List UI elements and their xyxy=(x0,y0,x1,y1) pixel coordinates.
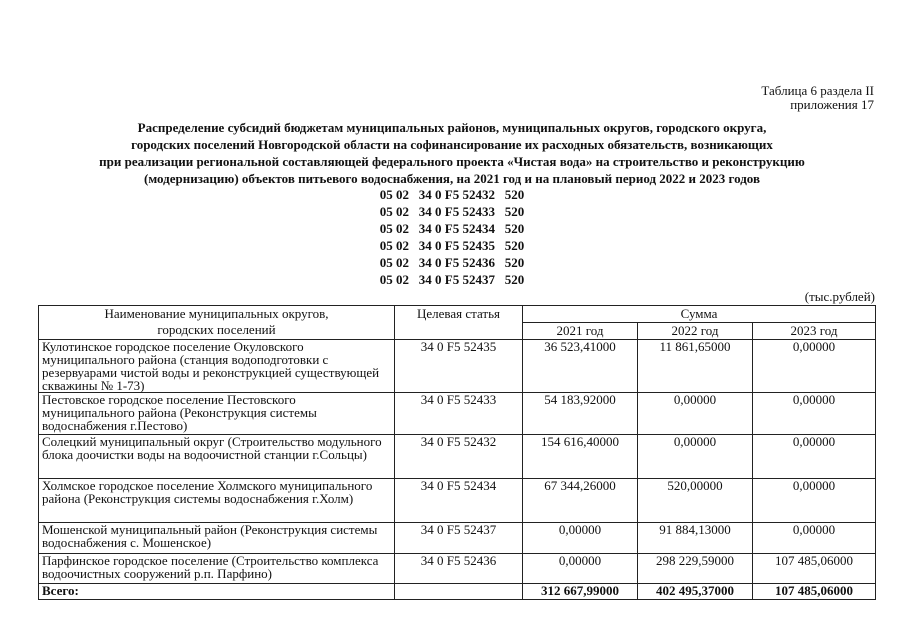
units-label: (тыс.рублей) xyxy=(804,289,875,304)
row-2023: 0,00000 xyxy=(753,393,876,435)
title-line-4: (модернизацию) объектов питьевого водоснабжения, на 2021 год и на плановый период 2022 и 2023 годов xyxy=(144,171,760,186)
row-2021: 0,00000 xyxy=(523,554,638,584)
table-row xyxy=(39,393,876,435)
total-2022: 402 495,37000 xyxy=(638,584,753,600)
row-2022: 0,00000 xyxy=(638,393,753,435)
subsidy-table xyxy=(38,305,876,600)
budget-code-line: 05 02 34 0 F5 52437 520 xyxy=(379,272,525,287)
row-2021: 54 183,92000 xyxy=(523,393,638,435)
table-row xyxy=(39,523,876,554)
row-name: Парфинское городское поселение (Строительство комплекса водоочистных сооружений р.п. Парфино) xyxy=(39,554,395,584)
row-2023: 0,00000 xyxy=(753,340,876,393)
row-2021: 154 616,40000 xyxy=(523,435,638,479)
budget-code-line: 05 02 34 0 F5 52433 520 xyxy=(379,204,525,219)
table-reference xyxy=(761,84,874,112)
table-reference-line-2: приложения 17 xyxy=(790,97,874,112)
row-code: 34 0 F5 52433 xyxy=(395,393,523,435)
row-2023: 0,00000 xyxy=(753,523,876,554)
header-sum: Сумма xyxy=(523,306,876,323)
budget-code-line: 05 02 34 0 F5 52435 520 xyxy=(379,238,525,253)
budget-code-line: 05 02 34 0 F5 52432 520 xyxy=(379,187,525,202)
row-name: Кулотинское городское поселение Окуловского муниципального района (станция водоподготовки с резервуарами чистой воды и реконструкцией существующей скважины № 1-73) xyxy=(39,340,395,393)
total-label: Всего: xyxy=(39,584,395,600)
row-2023: 0,00000 xyxy=(753,479,876,523)
header-name-line-1: Наименование муниципальных округов, xyxy=(104,306,329,321)
row-code: 34 0 F5 52432 xyxy=(395,435,523,479)
row-name: Пестовское городское поселение Пестовского муниципального района (Реконструкция системы водоснабжения г.Пестово) xyxy=(39,393,395,435)
row-code: 34 0 F5 52435 xyxy=(395,340,523,393)
row-2023: 0,00000 xyxy=(753,435,876,479)
table-row xyxy=(39,435,876,479)
document-title xyxy=(30,119,874,187)
header-2022: 2022 год xyxy=(638,323,753,340)
header-2023: 2023 год xyxy=(753,323,876,340)
row-name: Солецкий муниципальный округ (Строительство модульного блока доочистки воды на водоочистной станции г.Сольцы) xyxy=(39,435,395,479)
row-2022: 11 861,65000 xyxy=(638,340,753,393)
budget-code-line: 05 02 34 0 F5 52434 520 xyxy=(379,221,525,236)
total-row xyxy=(39,584,876,600)
total-code xyxy=(395,584,523,600)
row-2021: 36 523,41000 xyxy=(523,340,638,393)
row-2022: 91 884,13000 xyxy=(638,523,753,554)
row-2022: 0,00000 xyxy=(638,435,753,479)
table-row xyxy=(39,340,876,393)
row-2021: 0,00000 xyxy=(523,523,638,554)
header-name xyxy=(39,306,395,340)
row-2022: 298 229,59000 xyxy=(638,554,753,584)
title-line-2: городских поселений Новгородской области на софинансирование их расходных обязательств, возникающих xyxy=(131,137,773,152)
budget-code-line: 05 02 34 0 F5 52436 520 xyxy=(379,255,525,270)
row-2022: 520,00000 xyxy=(638,479,753,523)
title-line-3: при реализации региональной составляющей федерального проекта «Чистая вода» на строительство и реконструкцию xyxy=(99,154,805,169)
title-line-1: Распределение субсидий бюджетам муниципальных районов, муниципальных округов, городского округа, xyxy=(137,120,767,135)
row-code: 34 0 F5 52436 xyxy=(395,554,523,584)
header-name-line-2: городских поселений xyxy=(157,322,276,337)
table-row xyxy=(39,479,876,523)
table-reference-line-1: Таблица 6 раздела II xyxy=(761,83,874,98)
row-2021: 67 344,26000 xyxy=(523,479,638,523)
table-row xyxy=(39,554,876,584)
row-2023: 107 485,06000 xyxy=(753,554,876,584)
total-2021: 312 667,99000 xyxy=(523,584,638,600)
row-code: 34 0 F5 52434 xyxy=(395,479,523,523)
total-2023: 107 485,06000 xyxy=(753,584,876,600)
row-name: Холмское городское поселение Холмского муниципального района (Реконструкция системы водоснабжения г.Холм) xyxy=(39,479,395,523)
budget-codes xyxy=(0,186,904,288)
row-code: 34 0 F5 52437 xyxy=(395,523,523,554)
header-2021: 2021 год xyxy=(523,323,638,340)
row-name: Мошенской муниципальный район (Реконструкция системы водоснабжения с. Мошенское) xyxy=(39,523,395,554)
header-code: Целевая статья xyxy=(395,306,523,340)
